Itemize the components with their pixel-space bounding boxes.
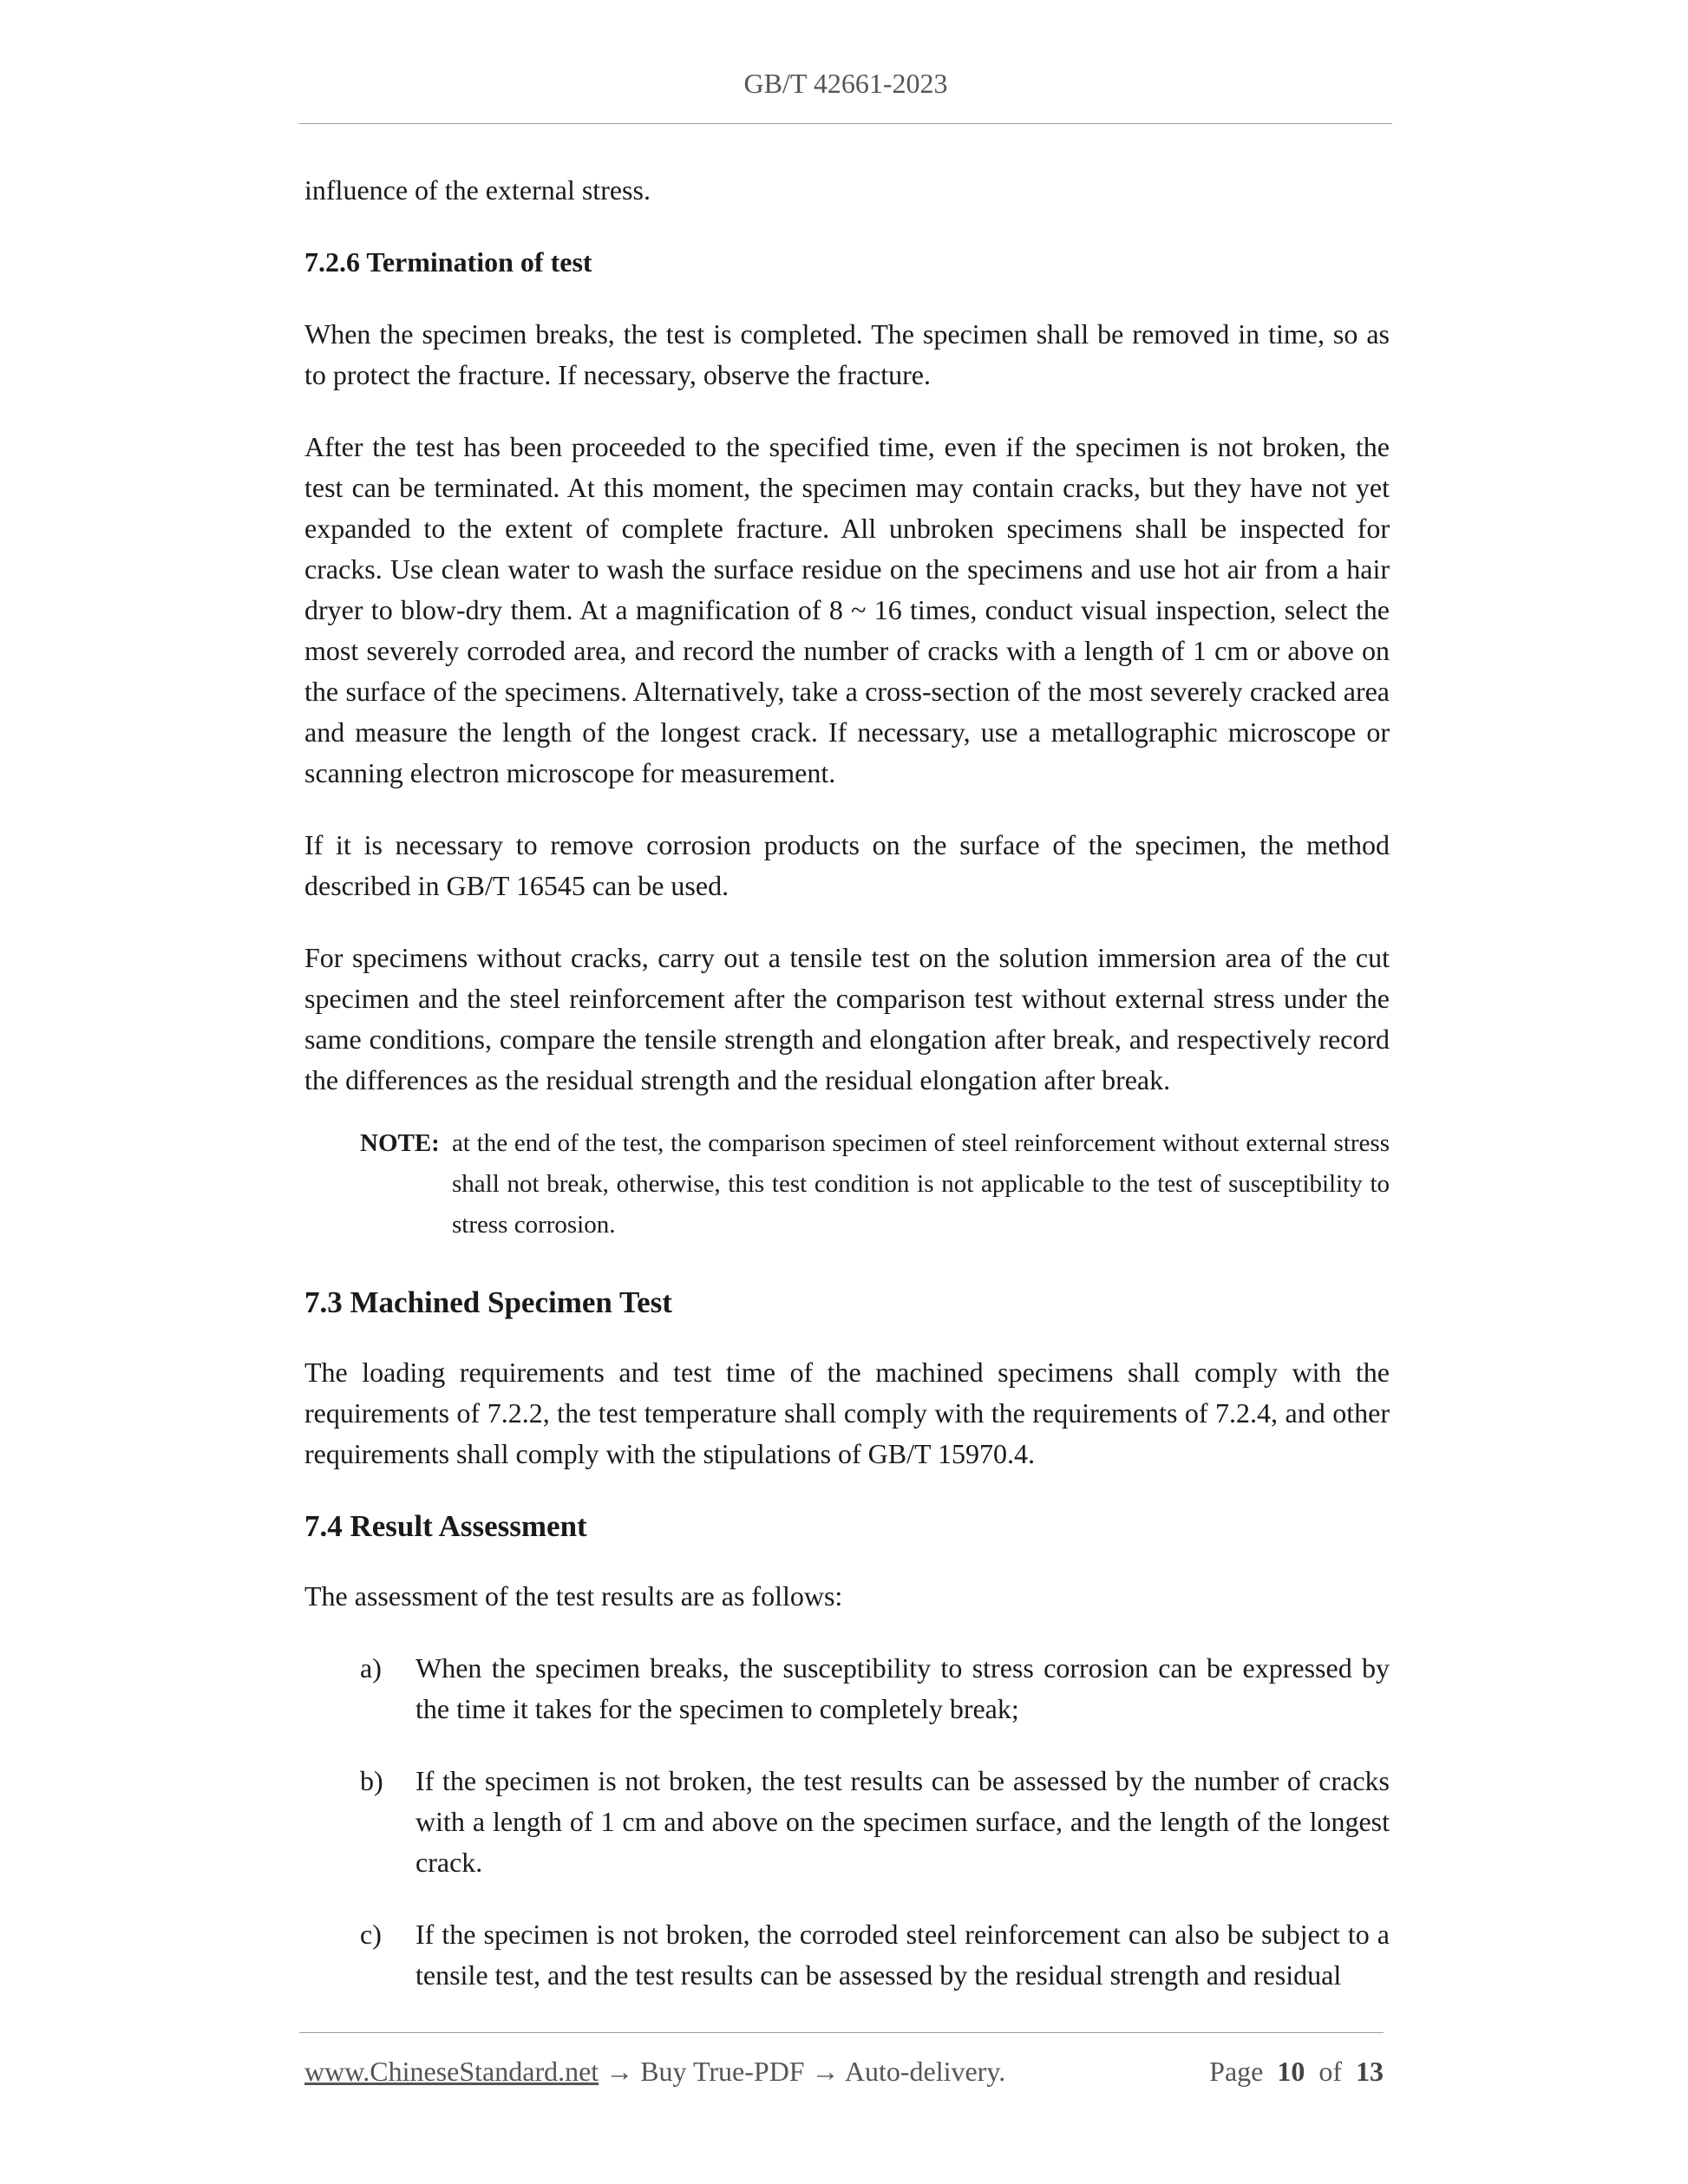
paragraph-corrosion-removal: If it is necessary to remove corrosion products on the surface of the specimen, the method described in GB/T 16545 can be used. <box>304 829 1390 901</box>
list-marker: c) <box>360 1919 382 1950</box>
site-link[interactable]: www.ChineseStandard.net <box>304 2056 599 2087</box>
list-item-text: If the specimen is not broken, the corroded steel reinforcement can also be subject to a tensile test, and the test results can be assessed by the residual strength and residual <box>415 1919 1390 1991</box>
total-pages: 13 <box>1356 2056 1384 2087</box>
page-number: 10 <box>1277 2056 1305 2087</box>
note-text: at the end of the test, the comparison specimen of steel reinforcement without external stress shall not break, otherwise, this test condition is not applicable to the test of susceptibility to stress corrosion. <box>452 1129 1390 1239</box>
list-item <box>360 1648 1390 1730</box>
list-item <box>360 1914 1390 1996</box>
of-label: of <box>1318 2056 1342 2087</box>
document-body <box>304 170 1390 2027</box>
list-item <box>360 1761 1390 1883</box>
paragraph-test-completion: When the specimen breaks, the test is completed. The specimen shall be removed in time, so as to protect the fracture. If necessary, observe the fracture. <box>304 318 1390 390</box>
standard-code: GB/T 42661-2023 <box>743 68 948 99</box>
list-marker: b) <box>360 1765 383 1796</box>
section-7-2-6-heading: 7.2.6 Termination of test <box>304 246 592 278</box>
promo-text: → Buy True-PDF → Auto-delivery. <box>605 2056 1006 2087</box>
footer-divider <box>299 2032 1384 2033</box>
list-item-text: When the specimen breaks, the susceptibility to stress corrosion can be expressed by the time it takes for the specimen to completely break; <box>415 1652 1390 1724</box>
section-7-3-heading: 7.3 Machined Specimen Test <box>304 1285 672 1319</box>
list-marker: a) <box>360 1652 382 1684</box>
section-7-4-heading: 7.4 Result Assessment <box>304 1509 587 1543</box>
page-indicator <box>1209 2056 1384 2088</box>
note-block <box>360 1123 1390 1246</box>
header-divider <box>299 123 1392 124</box>
paragraph-termination-inspection: After the test has been proceeded to the specified time, even if the specimen is not broken, the test can be terminated. At this moment, the specimen may contain cracks, but they have not yet expanded to the extent of complete fracture. All unbroken specimens shall be inspected for cracks. Use clean water to wash the surface residue on the specimens and use hot air from a hair dryer to blow-dry them. At a magnification of 8 ~ 16 times, conduct visual inspection, select the most severely corroded area, and record the number of cracks with a length of 1 cm or above on the surface of the specimens. Alternatively, take a cross-section of the most severely cracked area and measure the length of the longest crack. If necessary, use a metallographic microscope or scanning electron microscope for measurement. <box>304 431 1390 788</box>
paragraph-machined-specimen: The loading requirements and test time of the machined specimens shall comply with the requirements of 7.2.2, the test temperature shall comply with the requirements of 7.2.4, and other requirements shall comply with the stipulations of GB/T 15970.4. <box>304 1357 1390 1469</box>
footer-promo <box>304 2056 1005 2088</box>
page-label: Page <box>1209 2056 1264 2087</box>
list-item-text: If the specimen is not broken, the test results can be assessed by the number of cracks with a length of 1 cm and above on the specimen surface, and the length of the longest crack. <box>415 1765 1390 1878</box>
note-label: NOTE: <box>360 1129 440 1157</box>
continuation-text: influence of the external stress. <box>304 174 651 206</box>
paragraph-assessment-intro: The assessment of the test results are as follows: <box>304 1580 843 1612</box>
page-header <box>299 68 1392 100</box>
paragraph-tensile-test: For specimens without cracks, carry out a tensile test on the solution immersion area of the cut specimen and the steel reinforcement after the comparison test without external stress under the same conditions, compare the tensile strength and elongation after break, and respectively record the differences as the residual strength and the residual elongation after break. <box>304 942 1390 1095</box>
